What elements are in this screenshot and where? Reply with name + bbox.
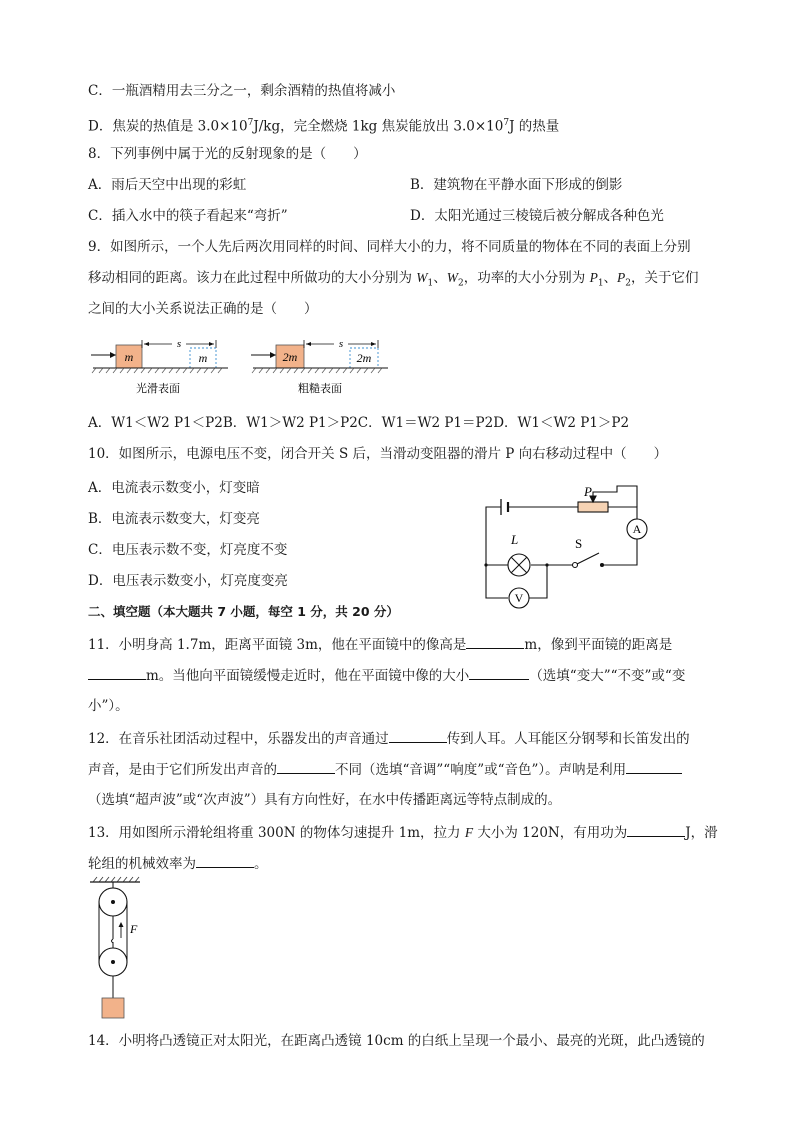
- q11-blank2[interactable]: [88, 665, 146, 680]
- q10-option-c: C．电压表示数不变，灯亮度不变: [88, 542, 288, 558]
- q13-text4: 轮组的机械效率为: [88, 856, 196, 872]
- q10-label-voltmeter: V: [514, 591, 524, 605]
- q13-line1: [88, 822, 718, 843]
- q7-option-d-part3: J 的热量: [509, 118, 560, 135]
- q8-option-d: D．太阳光通过三棱镜后被分解成各种色光: [410, 208, 664, 224]
- q11-line3: 小”）。: [88, 698, 129, 714]
- q11-text4: （选填“变大”“不变”或“变: [529, 668, 686, 684]
- q12-line3: （选填“超声波”或“次声波”）具有方向性好，在水中传播距离远等特点制成的。: [88, 792, 562, 808]
- q7-exp1: 7: [247, 118, 254, 128]
- q12-line2: [88, 759, 682, 780]
- q8-option-b: B．建筑物在平静水面下形成的倒影: [410, 177, 623, 193]
- q9-line2-part2: ，功率的大小分别为: [463, 270, 590, 286]
- q8-stem: 8．下列事例中属于光的反射现象的是（ ）: [88, 146, 367, 162]
- q10-option-b: B．电流表示数变大，灯变亮: [88, 511, 260, 527]
- q10-option-d: D．电压表示数变小，灯亮度变亮: [88, 573, 288, 589]
- q9-dist-right: s: [338, 338, 344, 350]
- q9-mass-left: m: [124, 350, 134, 364]
- q13-force-symbol: F: [464, 825, 474, 840]
- q9-stem-line2: 移动相同的距离。该力在此过程中所做功的大小分别为 $W_1$、$W_2$，功率的大小分别为 $P_1$、$P_2$，关于它们: [88, 270, 699, 289]
- q10-stem: 10．如图所示，电源电压不变，闭合开关 S 后，当滑动变阻器的滑片 P 向右移动过程中（ ）: [88, 446, 668, 462]
- q12-text4: 不同（选填“音调”“响度”或“音色”）。声呐是利用: [335, 762, 627, 778]
- q13-text3: J，滑: [685, 825, 718, 841]
- q9-line2-part1: 移动相同的距离。该力在此过程中所做功的大小分别为: [88, 270, 417, 286]
- q9-dist-left: s: [176, 338, 182, 350]
- q12-text1: 12．在音乐社团活动过程中，乐器发出的声音通过: [88, 731, 389, 747]
- q12-text3: 声音，是由于它们所发出声音的: [88, 762, 277, 778]
- q9-mass-right: 2m: [282, 350, 298, 364]
- q13-blank1[interactable]: [627, 822, 685, 837]
- q11-text1: 11．小明身高 1.7m，距离平面镜 3m，他在平面镜中的像高是: [88, 637, 467, 653]
- q10-label-p: P: [584, 484, 592, 499]
- q9-line2-part3: ，关于它们: [631, 270, 699, 286]
- q13-text5: 。: [254, 856, 268, 872]
- q10-circuit-diagram: [478, 480, 663, 620]
- q7-option-d-part1: D．焦炭的热值是 3.0×10: [88, 118, 248, 135]
- q13-text1: 13．用如图所示滑轮组将重 300N 的物体匀速提升 1m，拉力: [88, 825, 465, 841]
- q12-text2: 传到人耳。人耳能区分钢琴和长笛发出的: [446, 731, 690, 747]
- q11-blank3[interactable]: [469, 665, 529, 680]
- q12-blank3[interactable]: [626, 759, 682, 774]
- q11-blank1[interactable]: [466, 634, 524, 649]
- q11-line2: [88, 665, 685, 686]
- q13-fig-force-label: F: [130, 922, 138, 936]
- q9-caption-right: 粗糙表面: [298, 382, 342, 395]
- q10-label-switch: S: [575, 536, 583, 551]
- q10-label-ammeter: A: [632, 522, 642, 536]
- q13-text2: 大小为 120N，有用功为: [473, 825, 628, 841]
- q7-option-c: C．一瓶酒精用去三分之一，剩余酒精的热值将减小: [88, 83, 396, 99]
- q12-blank1[interactable]: [389, 728, 447, 743]
- q9-mass-left-final: m: [198, 351, 208, 365]
- q13-line2: [88, 853, 268, 874]
- q9-mass-right-final: 2m: [356, 351, 372, 365]
- q13-blank2[interactable]: [196, 853, 254, 868]
- q14-line1: 14．小明将凸透镜正对太阳光，在距离凸透镜 10cm 的白纸上呈现一个最小、最亮的光斑，此凸透镜的: [88, 1033, 705, 1049]
- q13-pulley-diagram: [85, 876, 165, 1026]
- q8-option-c: C．插入水中的筷子看起来“弯折”: [88, 208, 288, 224]
- q10-option-a: A．电流表示数变小，灯变暗: [88, 480, 260, 496]
- q9-caption-left: 光滑表面: [136, 382, 180, 395]
- q9-figure-rough: [248, 332, 393, 402]
- q12-blank2[interactable]: [277, 759, 335, 774]
- q9-figure-smooth: [88, 332, 233, 402]
- q11-text2: m，像到平面镜的距离是: [524, 637, 673, 653]
- q11-line1: [88, 634, 672, 655]
- q11-text3: m。当他向平面镜缓慢走近时，他在平面镜中像的大小: [146, 668, 470, 684]
- q8-option-a: A．雨后天空中出现的彩虹: [88, 177, 247, 193]
- section2-title: 二、填空题（本大题共 7 小题，每空 1 分，共 20 分）: [88, 604, 399, 619]
- q12-line1: [88, 728, 690, 749]
- q9-stem-line3: 之间的大小关系说法正确的是（ ）: [88, 301, 318, 317]
- q10-label-lamp: L: [511, 532, 519, 547]
- q9-options: A．W1＜W2 P1＜P2B．W1＞W2 P1＞P2C．W1＝W2 P1＝P2D．W1＜W2 P1＞P2: [88, 415, 630, 431]
- q7-option-d: [88, 113, 559, 137]
- q7-exp2: 7: [503, 118, 510, 128]
- q9-stem-line1: 9．如图所示，一个人先后两次用同样的时间、同样大小的力，将不同质量的物体在不同的表面上分别: [88, 239, 691, 255]
- q7-option-d-part2: J/kg，完全燃烧 1kg 焦炭能放出 3.0×10: [253, 118, 504, 135]
